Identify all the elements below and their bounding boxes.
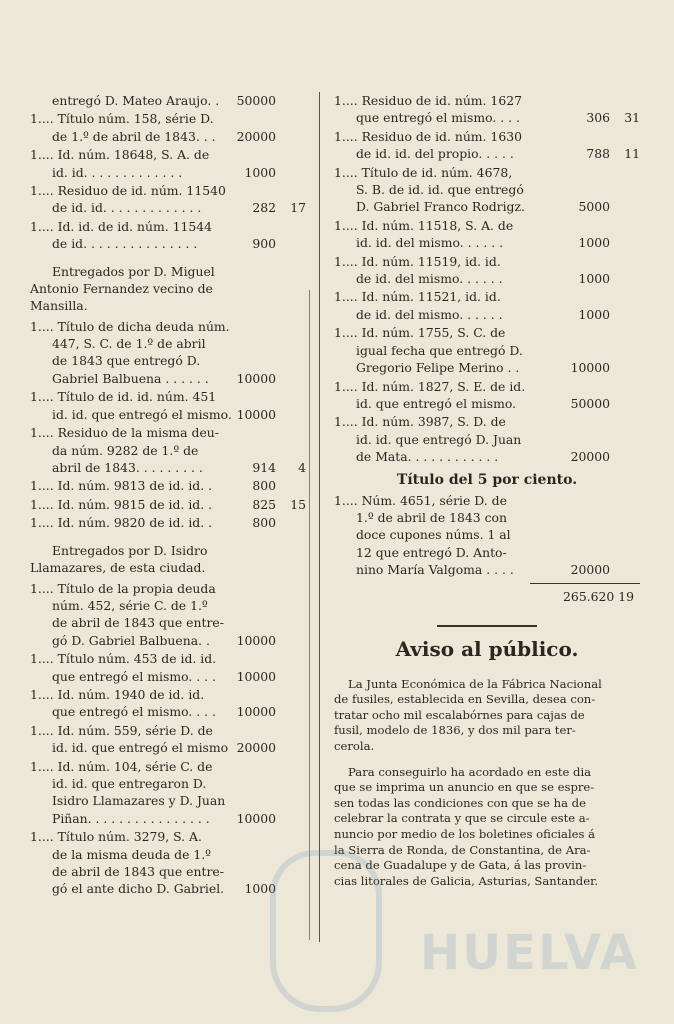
entry-line: 1.... Id. id. de id. núm. 11544 — [30, 218, 213, 234]
entry-line: 1.... Id. núm. 11521, id. id. — [334, 289, 501, 305]
entry-line: de la misma deuda de 1.º — [52, 846, 211, 862]
entry-line: D. Gabriel Franco Rodrigz. — [356, 199, 525, 215]
ledger-entry — [30, 110, 306, 145]
paragraph-line: de fusiles, establecida en Sevilla, desea con- — [334, 692, 596, 707]
entry-amount: 5000 — [578, 199, 610, 215]
entry-cents: 4 — [298, 459, 306, 475]
entry-line: 1.... Id. núm. 9815 de id. id. . — [30, 496, 213, 512]
entry-line: 1.... Título de dicha deuda núm. — [30, 318, 230, 334]
entry-amount: 1000 — [578, 306, 610, 322]
entry-line: 1.... Residuo de id. núm. 1627 — [334, 93, 522, 108]
watermark-text: HUELVA — [420, 925, 639, 981]
ledger-entry — [30, 182, 306, 217]
entry-line: de id. id. . . . . . . . . . . . . — [52, 200, 202, 216]
entry-line: 1.... Id. núm. 9820 de id. id. . — [30, 515, 213, 531]
section-subtitle: Título del 5 por ciento. — [396, 471, 578, 488]
entry-line: 1.... Id. núm. 3987, S. D. de — [334, 414, 506, 430]
ledger-entry — [30, 686, 306, 721]
entry-line: da núm. 9282 de 1.º de — [52, 442, 199, 458]
entry-line: 1.... Título de la propia deuda — [30, 580, 216, 596]
entry-line: id. id. . . . . . . . . . . . . — [52, 164, 183, 180]
entry-cents: 17 — [290, 200, 306, 216]
seal-icon — [270, 850, 382, 1012]
entry-line: 447, S. C. de 1.º de abril — [52, 336, 206, 352]
ledger-entry — [30, 146, 306, 181]
entry-line: de abril de 1843 que entre- — [52, 615, 224, 631]
paragraph-line: cias litorales de Galicia, Asturias, Santander. — [334, 873, 599, 888]
total-rule — [530, 583, 640, 584]
column-divider-secondary — [309, 290, 310, 940]
paragraph-line: la Sierra de Ronda, de Constantina, de Ara- — [334, 842, 591, 857]
entry-amount: 10000 — [236, 668, 276, 684]
entry-amount: 20000 — [570, 562, 610, 578]
entry-amount: 788 — [586, 146, 610, 162]
ledger-entry — [30, 580, 306, 650]
ledger-entry — [334, 288, 640, 323]
entry-line: 1.... Id. núm. 559, série D. de — [30, 722, 213, 738]
left-column — [30, 92, 306, 899]
section-heading — [30, 542, 306, 576]
entry-amount: 10000 — [236, 406, 276, 422]
entry-amount: 1000 — [578, 271, 610, 287]
notice-paragraph — [334, 677, 640, 755]
entry-amount: 800 — [252, 478, 276, 494]
paragraph-line: La Junta Económica de la Fábrica Nacional — [348, 676, 602, 691]
entry-line: 1.... Título de id. id. núm. 451 — [30, 389, 217, 405]
paragraph-line: tratar ocho mil escalabórnes para cajas de — [334, 707, 585, 722]
entry-line: núm. 452, série C. de 1.º — [52, 597, 208, 613]
entry-amount: 1000 — [244, 164, 276, 180]
heading-line: Mansilla. — [30, 297, 88, 313]
ledger-entry — [334, 128, 640, 163]
entry-amount: 825 — [252, 496, 276, 512]
ledger-entry — [30, 722, 306, 757]
separator-rule — [437, 625, 537, 627]
entry-line: 1.... Id. núm. 18648, S. A. de — [30, 147, 210, 163]
paragraph-line: cerola. — [334, 738, 375, 753]
entry-amount: 306 — [586, 110, 610, 126]
entry-line: 1.... Título núm. 453 de id. id. — [30, 651, 217, 667]
section-heading — [30, 263, 306, 314]
ledger-entry — [30, 496, 306, 513]
notice-title: Aviso al público. — [395, 636, 579, 661]
entry-line: id. id. que entregó D. Juan — [356, 431, 522, 447]
entry-line: 1.... Id. núm. 1827, S. E. de id. — [334, 378, 526, 394]
heading-line: Antonio Fernandez vecino de — [30, 280, 213, 296]
entry-line: id. id. del mismo. . . . . . — [356, 235, 504, 251]
entry-line: entregó D. Mateo Araujo. . — [52, 93, 220, 108]
entry-line: de id. . . . . . . . . . . . . . . — [52, 236, 198, 252]
entry-cents: 31 — [624, 110, 640, 126]
paragraph-line: fusil, modelo de 1836, y dos mil para ter- — [334, 723, 576, 738]
entry-amount: 10000 — [236, 632, 276, 648]
entry-line: 1.... Núm. 4651, série D. de — [334, 492, 507, 508]
entry-line: de abril de 1843 que entre- — [52, 864, 224, 880]
entry-amount: 10000 — [570, 360, 610, 376]
entry-line: 1.... Id. núm. 11518, S. A. de — [334, 217, 514, 233]
entry-amount: 50000 — [236, 93, 276, 108]
ledger-entry — [30, 758, 306, 828]
entry-cents: 15 — [290, 496, 306, 512]
entry-amount: 20000 — [236, 128, 276, 144]
entry-amount: 10000 — [236, 704, 276, 720]
entry-line: 1.... Id. núm. 1755, S. C. de — [334, 325, 506, 341]
entry-amount: 1000 — [244, 881, 276, 897]
heading-line: Llamazares, de esta ciudad. — [30, 559, 206, 575]
entry-line: 1.º de abril de 1843 con — [356, 509, 507, 525]
entry-line: 1.... Id. núm. 1940 de id. id. — [30, 686, 205, 702]
paragraph-line: que se imprima un anuncio en que se espre- — [334, 780, 595, 795]
entry-line: gó el ante dicho D. Gabriel. — [52, 881, 225, 897]
ledger-entry — [334, 164, 640, 216]
entry-line: id. id. que entregó el mismo. — [52, 406, 232, 422]
column-divider — [319, 92, 320, 942]
entry-line: 1.... Título de id. núm. 4678, — [334, 164, 513, 180]
entry-line: Piñan. . . . . . . . . . . . . . . . — [52, 810, 210, 826]
entry-line: S. B. de id. id. que entregó — [356, 182, 524, 198]
paragraph-line: nuncio por medio de los boletines oficiales á — [334, 826, 596, 841]
entry-amount: 10000 — [236, 370, 276, 386]
ledger-entry — [334, 253, 640, 288]
entry-line: id. que entregó el mismo. — [356, 395, 517, 411]
ledger-entry — [30, 318, 306, 388]
entry-line: de id. del mismo. . . . . . — [356, 306, 503, 322]
entry-line: gó D. Gabriel Balbuena. . — [52, 632, 210, 648]
ledger-entry — [30, 92, 306, 109]
entry-line: que entregó el mismo. . . . — [52, 704, 216, 720]
ledger-entry — [30, 650, 306, 685]
ledger-entry — [30, 477, 306, 494]
entry-line: 1.... Id. núm. 104, série C. de — [30, 758, 213, 774]
entry-line: de Mata. . . . . . . . . . . . — [356, 449, 499, 465]
entry-line: id. id. que entregaron D. — [52, 776, 207, 791]
ledger-entry — [334, 413, 640, 465]
paragraph-line: Para conseguirlo ha acordado en este dia — [348, 764, 592, 779]
heading-line: Entregados por D. Miguel — [52, 263, 215, 279]
entry-line: nino María Valgoma . . . . — [356, 562, 514, 578]
heading-line: Entregados por D. Isidro — [52, 542, 208, 558]
entry-line: Gregorio Felipe Merino . . — [356, 360, 520, 376]
entry-line: 1.... Id. núm. 11519, id. id. — [334, 253, 501, 269]
right-column — [334, 92, 640, 899]
entry-line: 1.... Residuo de id. núm. 1630 — [334, 128, 522, 144]
entry-line: 1.... Residuo de la misma deu- — [30, 425, 219, 441]
paragraph-line: sen todas las condiciones con que se ha de — [334, 795, 586, 810]
ledger-entry — [334, 492, 640, 579]
entry-amount: 20000 — [570, 449, 610, 465]
entry-line: abril de 1843. . . . . . . . . — [52, 459, 203, 475]
entry-cents: 11 — [624, 146, 640, 162]
entry-line: de id. id. del propio. . . . . — [356, 146, 514, 162]
total-block — [334, 583, 640, 611]
total-amount: 265.620 19 — [563, 588, 634, 604]
ledger-entry — [30, 514, 306, 531]
ledger-entry — [334, 378, 640, 413]
library-watermark — [250, 850, 639, 1020]
ledger-entry — [30, 218, 306, 253]
paragraph-line: cena de Guadalupe y de Gata, á las provin- — [334, 858, 587, 873]
entry-line: Isidro Llamazares y D. Juan — [52, 793, 226, 809]
entry-line: de id. del mismo. . . . . . — [356, 271, 503, 287]
entry-amount: 914 — [252, 459, 276, 475]
entry-line: que entregó el mismo. . . . — [356, 110, 520, 126]
entry-line: 12 que entregó D. Anto- — [356, 544, 507, 560]
entry-line: Gabriel Balbuena . . . . . . — [52, 370, 209, 386]
ledger-entry — [334, 324, 640, 376]
entry-line: de 1.º de abril de 1843. . . — [52, 128, 216, 144]
entry-line: doce cupones núms. 1 al — [356, 527, 511, 543]
entry-amount: 10000 — [236, 810, 276, 826]
ledger-entry — [334, 92, 640, 127]
entry-line: id. id. que entregó el mismo — [52, 740, 229, 756]
entry-amount: 50000 — [570, 395, 610, 411]
entry-line: 1.... Id. núm. 9813 de id. id. . — [30, 478, 213, 494]
ledger-entry — [30, 424, 306, 476]
entry-amount: 282 — [252, 200, 276, 216]
ledger-entry — [30, 388, 306, 423]
entry-line: 1.... Título núm. 3279, S. A. — [30, 829, 202, 845]
ledger-entry — [334, 217, 640, 252]
entry-amount: 20000 — [236, 740, 276, 756]
entry-amount: 800 — [252, 515, 276, 531]
entry-amount: 1000 — [578, 235, 610, 251]
entry-line: que entregó el mismo. . . . — [52, 668, 216, 684]
entry-line: 1.... Título núm. 158, série D. — [30, 111, 214, 127]
entry-line: de 1843 que entregó D. — [52, 353, 201, 369]
entry-amount: 900 — [252, 236, 276, 252]
entry-line: igual fecha que entregó D. — [356, 342, 523, 358]
entry-line: 1.... Residuo de id. núm. 11540 — [30, 183, 226, 199]
paragraph-line: celebrar la contrata y que se circule este a- — [334, 811, 590, 826]
